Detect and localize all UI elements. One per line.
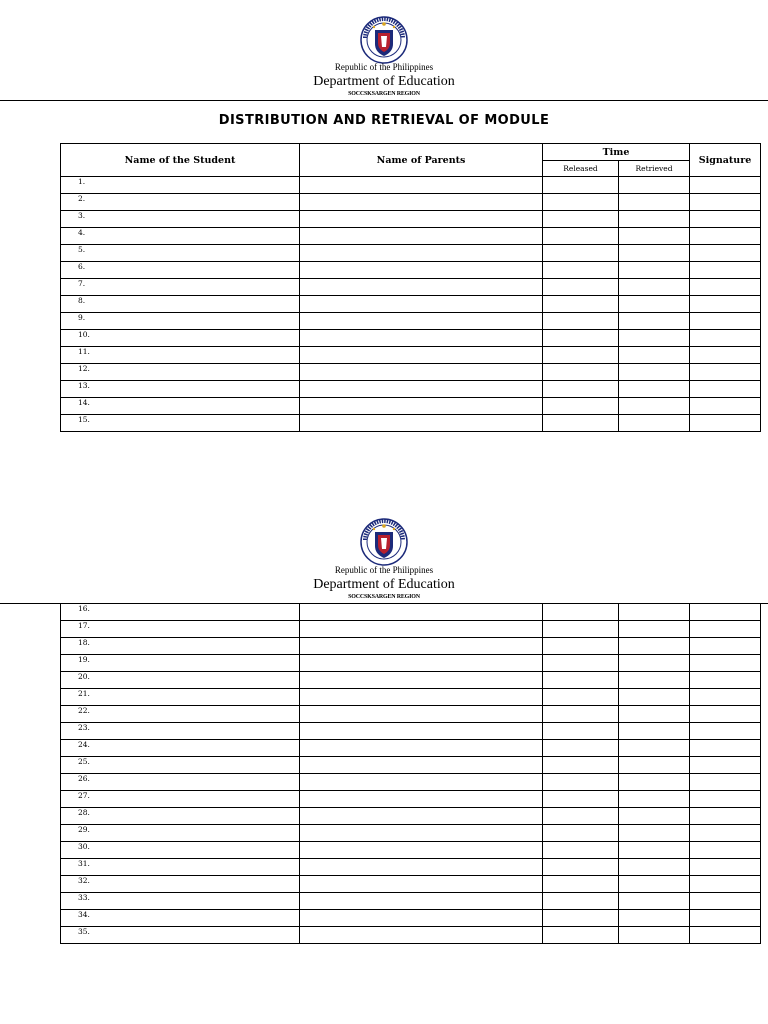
table-row — [61, 211, 761, 228]
table-row — [61, 706, 761, 723]
released-time-cell[interactable] — [543, 842, 619, 859]
released-time-cell[interactable] — [543, 689, 619, 706]
student-name-cell[interactable] — [61, 245, 300, 262]
retrieved-time-cell[interactable] — [619, 313, 690, 330]
row-number: 16. — [78, 604, 90, 613]
table-row — [61, 672, 761, 689]
row-number: 30. — [78, 842, 90, 851]
signature-cell[interactable] — [690, 364, 761, 381]
student-name-cell[interactable] — [61, 893, 300, 910]
row-number: 29. — [78, 825, 90, 834]
document-title: DISTRIBUTION AND RETRIEVAL OF MODULE — [218, 113, 550, 128]
row-number: 19. — [78, 655, 90, 664]
row-number: 33. — [78, 893, 90, 902]
table-row — [61, 655, 761, 672]
signature-cell[interactable] — [690, 245, 761, 262]
retrieved-time-cell[interactable] — [619, 808, 690, 825]
signature-cell[interactable] — [690, 415, 761, 432]
retrieved-time-cell[interactable] — [619, 842, 690, 859]
module-table-page-1 — [60, 143, 761, 432]
table-row — [61, 347, 761, 364]
table-row — [61, 689, 761, 706]
released-time-cell[interactable] — [543, 893, 619, 910]
table-row — [61, 927, 761, 944]
signature-cell[interactable] — [690, 347, 761, 364]
table-row — [61, 740, 761, 757]
deped-seal-logo — [360, 518, 408, 566]
signature-cell[interactable] — [690, 330, 761, 347]
signature-cell[interactable] — [690, 211, 761, 228]
parent-name-cell[interactable] — [300, 279, 543, 296]
released-time-cell[interactable] — [543, 723, 619, 740]
parent-name-cell[interactable] — [300, 296, 543, 313]
signature-cell[interactable] — [690, 927, 761, 944]
row-number: 28. — [78, 808, 90, 817]
row-number: 8. — [78, 296, 86, 305]
parent-name-cell[interactable] — [300, 774, 543, 791]
parent-name-cell[interactable] — [300, 381, 543, 398]
retrieved-time-cell[interactable] — [619, 723, 690, 740]
student-name-cell[interactable] — [61, 364, 300, 381]
parent-name-cell[interactable] — [300, 262, 543, 279]
retrieved-time-cell[interactable] — [619, 757, 690, 774]
row-number: 17. — [78, 621, 90, 630]
table-row — [61, 621, 761, 638]
released-time-cell[interactable] — [543, 604, 619, 621]
signature-cell[interactable] — [690, 313, 761, 330]
parent-name-cell[interactable] — [300, 757, 543, 774]
parent-name-cell[interactable] — [300, 347, 543, 364]
released-time-cell[interactable] — [543, 262, 619, 279]
released-time-cell[interactable] — [543, 398, 619, 415]
table-row — [61, 415, 761, 432]
signature-cell[interactable] — [690, 808, 761, 825]
student-name-cell[interactable] — [61, 774, 300, 791]
released-time-cell[interactable] — [543, 621, 619, 638]
row-number: 2. — [78, 194, 86, 203]
retrieved-time-cell[interactable] — [619, 296, 690, 313]
table-row — [61, 876, 761, 893]
student-name-cell[interactable] — [61, 791, 300, 808]
student-name-cell[interactable] — [61, 398, 300, 415]
student-name-cell[interactable] — [61, 279, 300, 296]
col-header-signature: Signature — [690, 144, 761, 177]
retrieved-time-cell[interactable] — [619, 604, 690, 621]
parent-name-cell[interactable] — [300, 364, 543, 381]
student-name-cell[interactable] — [61, 706, 300, 723]
released-time-cell[interactable] — [543, 774, 619, 791]
parent-name-cell[interactable] — [300, 791, 543, 808]
student-name-cell[interactable] — [61, 689, 300, 706]
released-time-cell[interactable] — [543, 706, 619, 723]
parent-name-cell[interactable] — [300, 859, 543, 876]
parent-name-cell[interactable] — [300, 228, 543, 245]
parent-name-cell[interactable] — [300, 927, 543, 944]
row-number: 23. — [78, 723, 90, 732]
col-header-released: Released — [543, 161, 619, 177]
retrieved-time-cell[interactable] — [619, 638, 690, 655]
signature-cell[interactable] — [690, 893, 761, 910]
parent-name-cell[interactable] — [300, 621, 543, 638]
row-number: 13. — [78, 381, 90, 390]
parent-name-cell[interactable] — [300, 330, 543, 347]
table-row — [61, 245, 761, 262]
released-time-cell[interactable] — [543, 757, 619, 774]
released-time-cell[interactable] — [543, 927, 619, 944]
retrieved-time-cell[interactable] — [619, 262, 690, 279]
signature-cell[interactable] — [690, 655, 761, 672]
row-number: 26. — [78, 774, 90, 783]
released-time-cell[interactable] — [543, 245, 619, 262]
signature-cell[interactable] — [690, 279, 761, 296]
retrieved-time-cell[interactable] — [619, 330, 690, 347]
student-name-cell[interactable] — [61, 381, 300, 398]
signature-cell[interactable] — [690, 876, 761, 893]
table-row — [61, 910, 761, 927]
retrieved-time-cell[interactable] — [619, 893, 690, 910]
retrieved-time-cell[interactable] — [619, 381, 690, 398]
student-name-cell[interactable] — [61, 740, 300, 757]
signature-cell[interactable] — [690, 689, 761, 706]
row-number: 25. — [78, 757, 90, 766]
parent-name-cell[interactable] — [300, 842, 543, 859]
student-name-cell[interactable] — [61, 330, 300, 347]
table-row — [61, 177, 761, 194]
released-time-cell[interactable] — [543, 177, 619, 194]
table-row — [61, 604, 761, 621]
table-row — [61, 723, 761, 740]
released-time-cell[interactable] — [543, 313, 619, 330]
table-row — [61, 279, 761, 296]
signature-cell[interactable] — [690, 296, 761, 313]
student-name-cell[interactable] — [61, 313, 300, 330]
row-number: 35. — [78, 927, 90, 936]
region-text: SOCCSKSARGEN REGION — [348, 594, 420, 600]
retrieved-time-cell[interactable] — [619, 876, 690, 893]
retrieved-time-cell[interactable] — [619, 228, 690, 245]
parent-name-cell[interactable] — [300, 415, 543, 432]
table-row — [61, 893, 761, 910]
signature-cell[interactable] — [690, 177, 761, 194]
released-time-cell[interactable] — [543, 415, 619, 432]
table-row — [61, 638, 761, 655]
row-number: 31. — [78, 859, 90, 868]
table-row — [61, 262, 761, 279]
signature-cell[interactable] — [690, 910, 761, 927]
released-time-cell[interactable] — [543, 808, 619, 825]
deped-seal-logo — [360, 16, 408, 64]
parent-name-cell[interactable] — [300, 689, 543, 706]
parent-name-cell[interactable] — [300, 245, 543, 262]
released-time-cell[interactable] — [543, 330, 619, 347]
table-row — [61, 364, 761, 381]
released-time-cell[interactable] — [543, 194, 619, 211]
released-time-cell[interactable] — [543, 279, 619, 296]
table-row — [61, 296, 761, 313]
retrieved-time-cell[interactable] — [619, 245, 690, 262]
student-name-cell[interactable] — [61, 825, 300, 842]
signature-cell[interactable] — [690, 706, 761, 723]
released-time-cell[interactable] — [543, 638, 619, 655]
student-name-cell[interactable] — [61, 808, 300, 825]
signature-cell[interactable] — [690, 842, 761, 859]
col-header-retrieved: Retrieved — [619, 161, 690, 177]
parent-name-cell[interactable] — [300, 211, 543, 228]
retrieved-time-cell[interactable] — [619, 740, 690, 757]
table-row — [61, 398, 761, 415]
retrieved-time-cell[interactable] — [619, 415, 690, 432]
released-time-cell[interactable] — [543, 211, 619, 228]
table-row — [61, 757, 761, 774]
col-header-parents: Name of Parents — [300, 144, 543, 177]
row-number: 6. — [78, 262, 86, 271]
table-row — [61, 859, 761, 876]
parent-name-cell[interactable] — [300, 706, 543, 723]
retrieved-time-cell[interactable] — [619, 398, 690, 415]
row-number: 7. — [78, 279, 86, 288]
parent-name-cell[interactable] — [300, 808, 543, 825]
parent-name-cell[interactable] — [300, 723, 543, 740]
signature-cell[interactable] — [690, 604, 761, 621]
row-number: 14. — [78, 398, 90, 407]
released-time-cell[interactable] — [543, 825, 619, 842]
table-row — [61, 842, 761, 859]
parent-name-cell[interactable] — [300, 893, 543, 910]
table-row — [61, 194, 761, 211]
signature-cell[interactable] — [690, 859, 761, 876]
signature-cell[interactable] — [690, 723, 761, 740]
released-time-cell[interactable] — [543, 672, 619, 689]
row-number: 22. — [78, 706, 90, 715]
module-table-page-2 — [60, 603, 761, 944]
row-number: 10. — [78, 330, 90, 339]
student-name-cell[interactable] — [61, 723, 300, 740]
student-name-cell[interactable] — [61, 876, 300, 893]
col-header-student: Name of the Student — [61, 144, 300, 177]
signature-cell[interactable] — [690, 621, 761, 638]
parent-name-cell[interactable] — [300, 740, 543, 757]
released-time-cell[interactable] — [543, 228, 619, 245]
retrieved-time-cell[interactable] — [619, 825, 690, 842]
parent-name-cell[interactable] — [300, 313, 543, 330]
header-divider — [0, 100, 768, 101]
signature-cell[interactable] — [690, 398, 761, 415]
signature-cell[interactable] — [690, 774, 761, 791]
department-title: Department of Education — [313, 74, 455, 89]
retrieved-time-cell[interactable] — [619, 211, 690, 228]
student-name-cell[interactable] — [61, 347, 300, 364]
department-title: Department of Education — [313, 577, 455, 592]
retrieved-time-cell[interactable] — [619, 706, 690, 723]
signature-cell[interactable] — [690, 638, 761, 655]
retrieved-time-cell[interactable] — [619, 177, 690, 194]
col-header-time: Time — [543, 144, 690, 161]
student-name-cell[interactable] — [61, 194, 300, 211]
row-number: 5. — [78, 245, 86, 254]
republic-text: Republic of the Philippines — [334, 565, 434, 575]
released-time-cell[interactable] — [543, 859, 619, 876]
parent-name-cell[interactable] — [300, 177, 543, 194]
row-number: 21. — [78, 689, 90, 698]
row-number: 18. — [78, 638, 90, 647]
retrieved-time-cell[interactable] — [619, 279, 690, 296]
table-row — [61, 774, 761, 791]
retrieved-time-cell[interactable] — [619, 859, 690, 876]
retrieved-time-cell[interactable] — [619, 672, 690, 689]
released-time-cell[interactable] — [543, 791, 619, 808]
signature-cell[interactable] — [690, 791, 761, 808]
retrieved-time-cell[interactable] — [619, 689, 690, 706]
row-number: 15. — [78, 415, 90, 424]
region-text: SOCCSKSARGEN REGION — [348, 91, 420, 97]
released-time-cell[interactable] — [543, 910, 619, 927]
student-name-cell[interactable] — [61, 638, 300, 655]
row-number: 34. — [78, 910, 90, 919]
released-time-cell[interactable] — [543, 740, 619, 757]
signature-cell[interactable] — [690, 194, 761, 211]
table-row — [61, 791, 761, 808]
student-name-cell[interactable] — [61, 655, 300, 672]
student-name-cell[interactable] — [61, 228, 300, 245]
row-number: 12. — [78, 364, 90, 373]
parent-name-cell[interactable] — [300, 638, 543, 655]
parent-name-cell[interactable] — [300, 672, 543, 689]
parent-name-cell[interactable] — [300, 825, 543, 842]
row-number: 11. — [78, 347, 90, 356]
retrieved-time-cell[interactable] — [619, 347, 690, 364]
student-name-cell[interactable] — [61, 757, 300, 774]
retrieved-time-cell[interactable] — [619, 791, 690, 808]
student-name-cell[interactable] — [61, 262, 300, 279]
signature-cell[interactable] — [690, 672, 761, 689]
row-number: 1. — [78, 177, 86, 186]
republic-text: Republic of the Philippines — [334, 62, 434, 72]
student-name-cell[interactable] — [61, 859, 300, 876]
signature-cell[interactable] — [690, 757, 761, 774]
released-time-cell[interactable] — [543, 347, 619, 364]
student-name-cell[interactable] — [61, 621, 300, 638]
row-number: 27. — [78, 791, 90, 800]
student-name-cell[interactable] — [61, 927, 300, 944]
released-time-cell[interactable] — [543, 381, 619, 398]
parent-name-cell[interactable] — [300, 398, 543, 415]
student-name-cell[interactable] — [61, 211, 300, 228]
row-number: 24. — [78, 740, 90, 749]
student-name-cell[interactable] — [61, 415, 300, 432]
table-row — [61, 313, 761, 330]
released-time-cell[interactable] — [543, 876, 619, 893]
table-row — [61, 825, 761, 842]
signature-cell[interactable] — [690, 262, 761, 279]
parent-name-cell[interactable] — [300, 655, 543, 672]
retrieved-time-cell[interactable] — [619, 655, 690, 672]
retrieved-time-cell[interactable] — [619, 364, 690, 381]
signature-cell[interactable] — [690, 381, 761, 398]
student-name-cell[interactable] — [61, 177, 300, 194]
parent-name-cell[interactable] — [300, 876, 543, 893]
released-time-cell[interactable] — [543, 364, 619, 381]
table-row — [61, 330, 761, 347]
student-name-cell[interactable] — [61, 910, 300, 927]
signature-cell[interactable] — [690, 825, 761, 842]
retrieved-time-cell[interactable] — [619, 774, 690, 791]
row-number: 4. — [78, 228, 86, 237]
student-name-cell[interactable] — [61, 296, 300, 313]
table-row — [61, 381, 761, 398]
parent-name-cell[interactable] — [300, 910, 543, 927]
row-number: 32. — [78, 876, 90, 885]
parent-name-cell[interactable] — [300, 604, 543, 621]
row-number: 3. — [78, 211, 86, 220]
student-name-cell[interactable] — [61, 604, 300, 621]
released-time-cell[interactable] — [543, 296, 619, 313]
retrieved-time-cell[interactable] — [619, 621, 690, 638]
retrieved-time-cell[interactable] — [619, 194, 690, 211]
signature-cell[interactable] — [690, 740, 761, 757]
retrieved-time-cell[interactable] — [619, 910, 690, 927]
student-name-cell[interactable] — [61, 842, 300, 859]
signature-cell[interactable] — [690, 228, 761, 245]
parent-name-cell[interactable] — [300, 194, 543, 211]
student-name-cell[interactable] — [61, 672, 300, 689]
table-row — [61, 228, 761, 245]
retrieved-time-cell[interactable] — [619, 927, 690, 944]
table-row — [61, 808, 761, 825]
released-time-cell[interactable] — [543, 655, 619, 672]
row-number: 20. — [78, 672, 90, 681]
row-number: 9. — [78, 313, 86, 322]
